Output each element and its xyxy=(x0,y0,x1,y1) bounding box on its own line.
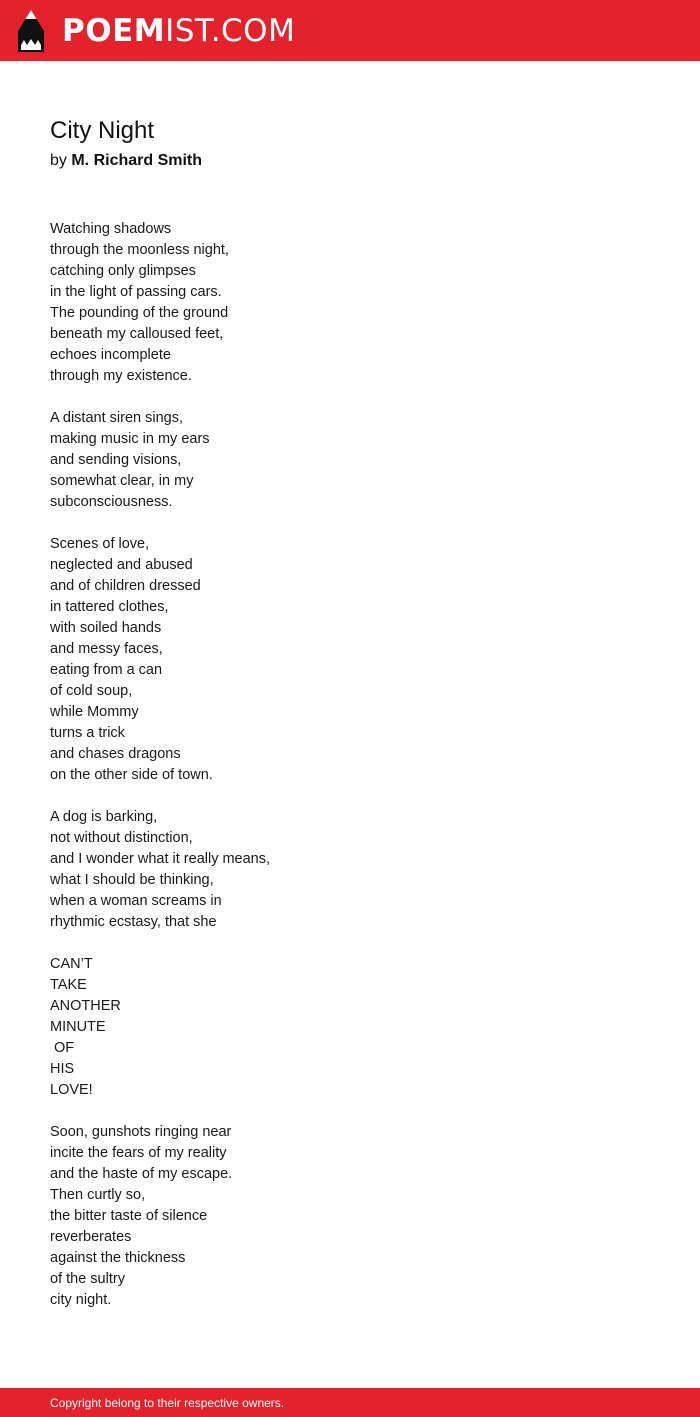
site-footer xyxy=(0,1388,700,1417)
poem-line: and the haste of my escape. xyxy=(50,1166,233,1182)
by-label: by xyxy=(50,152,72,169)
poem-line: the bitter taste of silence xyxy=(50,1208,208,1224)
poem-line: reverberates xyxy=(50,1229,132,1245)
poem-line: when a woman screams in xyxy=(50,893,222,909)
poem-line: city night. xyxy=(50,1292,112,1308)
poem-stanza xyxy=(50,219,650,387)
poem-line: not without distinction, xyxy=(50,830,193,846)
poem-body xyxy=(50,219,650,1332)
poem-line: somewhat clear, in my xyxy=(50,473,194,489)
poem-line: turns a trick xyxy=(50,725,125,741)
poem-line: Then curtly so, xyxy=(50,1187,146,1203)
poem-header xyxy=(50,114,650,172)
poem-line: echoes incomplete xyxy=(50,347,171,363)
poem-line: through the moonless night, xyxy=(50,242,229,258)
poem-line: HIS xyxy=(50,1061,75,1077)
poem-stanza xyxy=(50,954,650,1101)
poem-stanza xyxy=(50,408,650,513)
poem-line: A dog is barking, xyxy=(50,809,158,825)
poem-line: subconsciousness. xyxy=(50,494,173,510)
poem-line: beneath my calloused feet, xyxy=(50,326,224,342)
poem-line: and sending visions, xyxy=(50,452,182,468)
poem-line: what I should be thinking, xyxy=(50,872,214,888)
poem-stanza xyxy=(50,534,650,786)
poem-line: and I wonder what it really means, xyxy=(50,851,271,867)
byline xyxy=(50,150,650,172)
pencil-icon xyxy=(16,9,46,53)
poem-line: of cold soup, xyxy=(50,683,133,699)
logo-thin-text: IST.COM xyxy=(165,12,296,49)
site-logo[interactable] xyxy=(16,8,295,54)
poem-line: with soiled hands xyxy=(50,620,162,636)
poem-line: Watching shadows xyxy=(50,221,172,237)
poem-line: in tattered clothes, xyxy=(50,599,169,615)
poem-line: of the sultry xyxy=(50,1271,125,1287)
site-logo-text xyxy=(62,12,296,49)
poem-line: Soon, gunshots ringing near xyxy=(50,1124,232,1140)
poem-line: rhythmic ecstasy, that she xyxy=(50,914,217,930)
poem-line: while Mommy xyxy=(50,704,139,720)
poem-line: ANOTHER xyxy=(50,998,121,1014)
poem-line: through my existence. xyxy=(50,368,192,384)
poem-line: CAN’T xyxy=(50,956,93,972)
poem-line: OF xyxy=(50,1040,75,1056)
poem-line: neglected and abused xyxy=(50,557,193,573)
poem-line: Scenes of love, xyxy=(50,536,150,552)
poem-line: TAKE xyxy=(50,977,87,993)
logo-bold-text: POEM xyxy=(62,12,166,49)
poem-line: in the light of passing cars. xyxy=(50,284,222,300)
poem-line: incite the fears of my reality xyxy=(50,1145,227,1161)
site-header xyxy=(0,0,700,61)
poem-line: catching only glimpses xyxy=(50,263,196,279)
poem-stanza xyxy=(50,1122,650,1311)
poem-title: City Night xyxy=(50,117,155,144)
poem-line: LOVE! xyxy=(50,1082,93,1098)
copyright-text: Copyright belong to their respective owners. xyxy=(50,1396,285,1410)
poem-line: A distant siren sings, xyxy=(50,410,183,426)
poem-line: against the thickness xyxy=(50,1250,186,1266)
author-name: M. Richard Smith xyxy=(71,152,203,169)
poem-line: and messy faces, xyxy=(50,641,163,657)
poem-line: and of children dressed xyxy=(50,578,201,594)
poem-line: eating from a can xyxy=(50,662,163,678)
poem-line: and chases dragons xyxy=(50,746,181,762)
poem-line: on the other side of town. xyxy=(50,767,213,783)
poem-stanza xyxy=(50,807,650,933)
poem-line: The pounding of the ground xyxy=(50,305,229,321)
poem-line: MINUTE xyxy=(50,1019,106,1035)
poem-line: making music in my ears xyxy=(50,431,210,447)
